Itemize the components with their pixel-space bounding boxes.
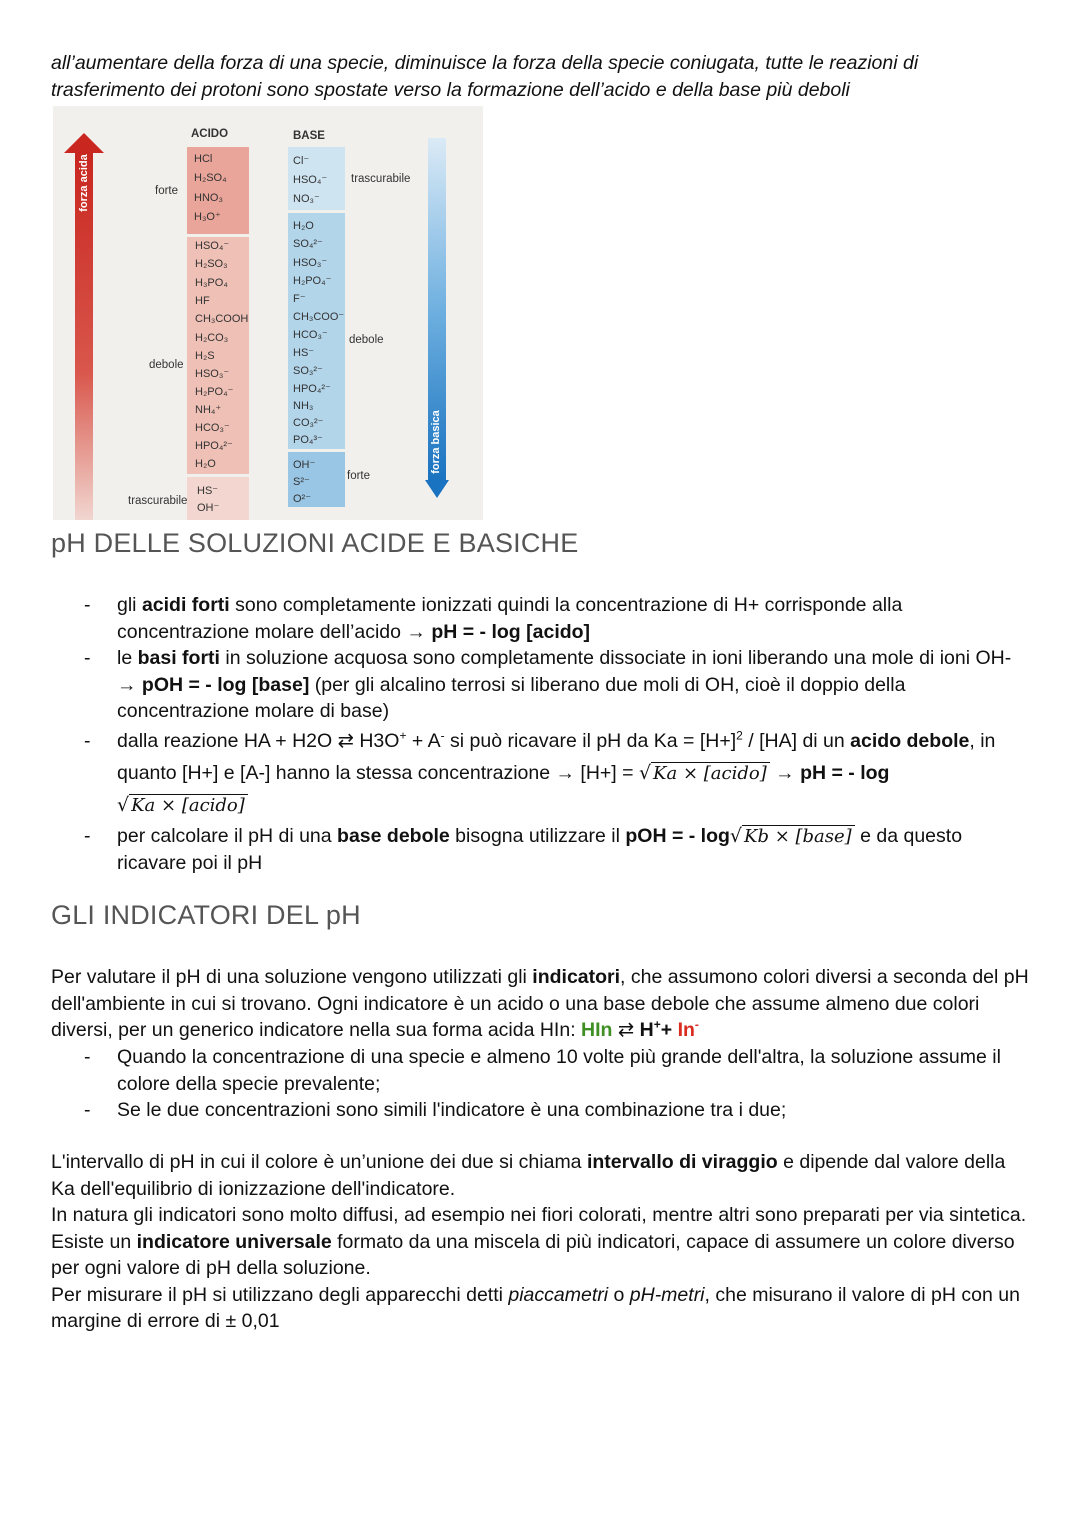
base-species: CH₃COO⁻ — [293, 311, 345, 323]
sqrt-ka-acido: Ka × [acido] — [129, 794, 248, 817]
acid-species: HF — [195, 295, 210, 307]
section-title-ph-solutions: pH DELLE SOLUZIONI ACIDE E BASICHE — [51, 528, 579, 558]
ph-formulas-list — [51, 592, 1031, 877]
base-species: H₂PO₄⁻ — [293, 275, 332, 287]
base-label-forte: forte — [347, 470, 371, 482]
list-item: - Quando la concentrazione di una specie e almeno 10 volte più grande dell'altra, la soluzione assume il colore della specie prevalente; — [84, 1046, 1001, 1095]
base-species: OH⁻ — [293, 459, 316, 471]
acid-label-debole: debole — [149, 359, 184, 371]
base-species: NO₃⁻ — [293, 193, 320, 205]
indicators-paragraph: Per valutare il pH di una soluzione vengono utilizzati gli indicatori, che assumono colori diversi a seconda del pH dell'ambiente in cui si trovano. Ogni indicatore è un acido o una base debole che assume almeno due colori diversi, per un generico indicatore nella sua forma acida HIn: HIn ⇄ H++ In- — [51, 966, 1029, 1041]
base-species: SO₄²⁻ — [293, 238, 323, 250]
base-species: H₂O — [293, 220, 314, 232]
acid-species: HSO₄⁻ — [195, 240, 230, 252]
indicator-rules-list — [51, 1044, 1031, 1124]
acid-species: NH₄⁺ — [195, 404, 222, 416]
acid-base-strength-figure — [53, 106, 483, 520]
acid-species: CH₃COOH — [195, 313, 249, 325]
acid-species: H₂O — [195, 458, 216, 470]
sqrt-ka-acido: Ka × [acido] — [651, 762, 770, 785]
acid-species: HCl — [194, 153, 213, 165]
intro-text: all’aumentare della forza di una specie, diminuisce la forza della specie coniugata, tutte le reazioni di trasferimento dei protoni sono spostate verso la formazione dell’acido e della base più deboli — [51, 52, 919, 101]
base-species: Cl⁻ — [293, 155, 310, 167]
base-species: CO₃²⁻ — [293, 417, 324, 429]
acid-label-forte: forte — [155, 185, 179, 197]
base-species: PO₄³⁻ — [293, 434, 323, 446]
base-label-trascurabile: trascurabile — [351, 173, 411, 185]
base-label-debole: debole — [349, 334, 384, 346]
acid-species: H₃PO₄ — [195, 277, 228, 289]
acid-species: H₂S — [195, 350, 215, 362]
list-item: - le basi forti in soluzione acquosa sono completamente dissociate in ioni liberando una mole di ioni OH- → pOH = - log [base] (per gli alcalino terrosi si liberano due moli di OH, cioè il doppio della concentrazione molare di base) — [84, 647, 1012, 722]
acid-arrow-label: forza acida — [78, 154, 90, 212]
base-species: HS⁻ — [293, 347, 315, 359]
acid-species: HS⁻ — [197, 485, 219, 497]
acid-species: HSO₃⁻ — [195, 368, 230, 380]
section-title-indicators: GLI INDICATORI DEL pH — [51, 900, 361, 930]
base-species: HPO₄²⁻ — [293, 383, 331, 395]
base-arrow-label: forza basica — [430, 410, 442, 474]
base-header: BASE — [293, 130, 325, 142]
sqrt-kb-base: Kb × [base] — [742, 825, 855, 848]
acid-species: HNO₃ — [194, 192, 223, 204]
acid-species: HPO₄²⁻ — [195, 440, 233, 452]
base-species: NH₃ — [293, 400, 314, 412]
acid-header: ACIDO — [191, 128, 229, 140]
acid-species: H₂SO₃ — [195, 258, 228, 270]
list-item: - dalla reazione HA + H2O ⇄ H3O+ + A- si può ricavare il pH da $Ka = [H+]^2 / [HA]$ di un acido debole, in quanto [H+] e [A-] hanno la stessa concentrazione → [H+] = √ Ka × [acido] → pH = - log √ Ka × [acido] — [84, 728, 996, 816]
base-species: F⁻ — [293, 293, 306, 305]
acid-species: OH⁻ — [197, 502, 220, 514]
base-species: HSO₄⁻ — [293, 174, 328, 186]
acid-species: H₃O⁺ — [194, 211, 221, 223]
base-species: HCO₃⁻ — [293, 329, 328, 341]
list-item: - Se le due concentrazioni sono simili l'indicatore è una combinazione tra i due; — [84, 1099, 787, 1121]
viraggio-paragraph: L'intervallo di pH in cui il colore è un’unione dei due si chiama intervallo di viraggio e dipende dal valore della Ka dell'equilibrio di ionizzazione dell'indicatore. In natura gli indicatori sono molto diffusi, ad esempio nei fiori colorati, mentre altri sono preparati per via sintetica. Esiste un indicatore universale formato da una miscela di più indicatori, capace di assumere un colore diverso per ogni valore di pH della soluzione. Per misurare il pH si utilizzano degli apparecchi detti piaccametri o pH-metri, che misurano il valore di pH con un margine di errore di ± 0,01 — [51, 1151, 1027, 1332]
acid-species: HCO₃⁻ — [195, 422, 230, 434]
acid-species: H₂PO₄⁻ — [195, 386, 234, 398]
base-species: HSO₃⁻ — [293, 257, 328, 269]
base-species: S²⁻ — [293, 476, 310, 488]
list-item: - gli acidi forti sono completamente ionizzati quindi la concentrazione di H+ corrisponde alla concentrazione molare dell’acido → pH = - log [acido] — [84, 594, 903, 643]
strength-arrows — [53, 106, 483, 520]
acid-species: H₂SO₄ — [194, 172, 227, 184]
base-species: SO₃²⁻ — [293, 365, 323, 377]
base-species: O²⁻ — [293, 493, 312, 505]
list-item: - per calcolare il pH di una base debole bisogna utilizzare il pOH = - log√ Kb × [base] e da questo ricavare poi il pH — [84, 824, 963, 874]
acid-species: H₂CO₃ — [195, 332, 229, 344]
acid-label-trascurabile: trascurabile — [128, 495, 188, 507]
